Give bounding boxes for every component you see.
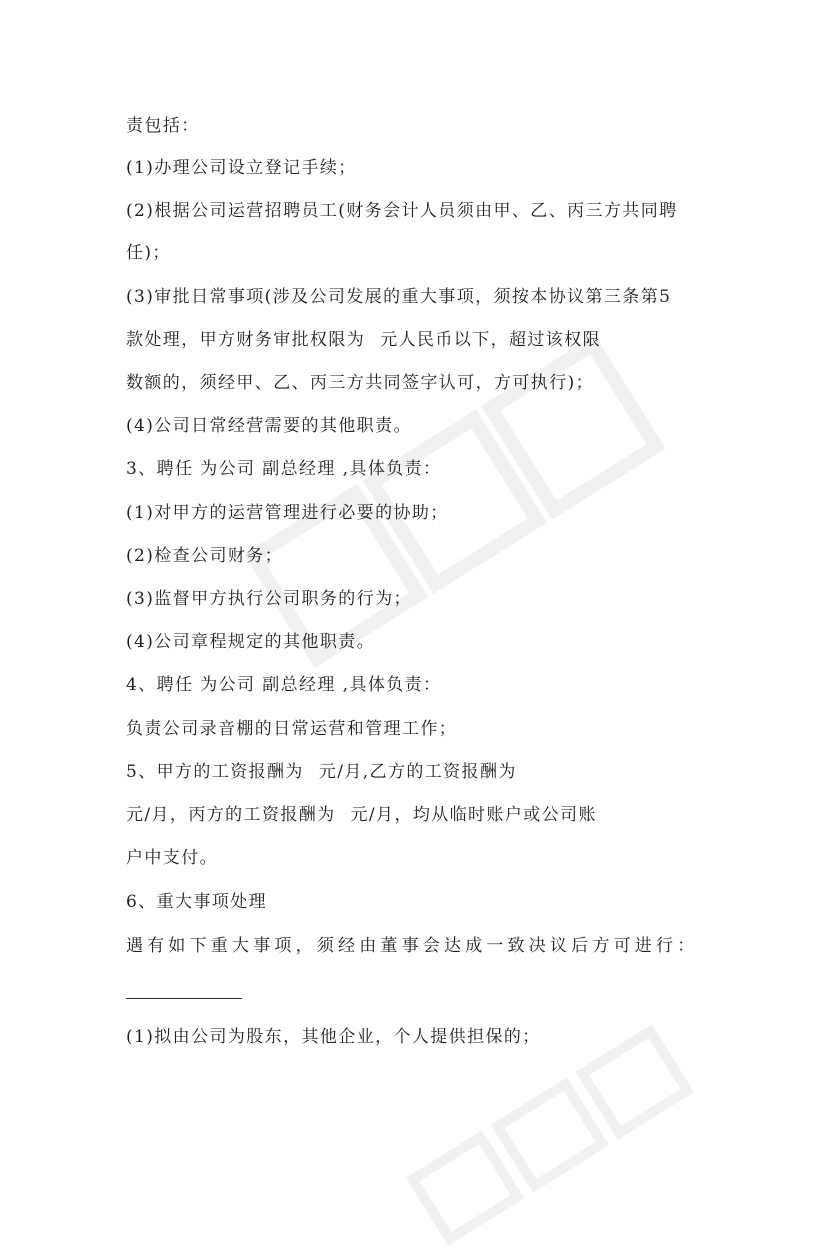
line-text: 5、甲方的工资报酬为 bbox=[126, 762, 304, 782]
line-text: (2)根据公司运营招聘员工(财务会计人员须由甲、乙、丙三方共同聘 bbox=[126, 201, 678, 221]
text-line bbox=[126, 371, 716, 395]
line-text: (3)监督甲方执行公司职务的行为； bbox=[126, 589, 412, 609]
line-text: 负责公司录音棚的日常运营和管理工作； bbox=[126, 719, 458, 739]
line-text: 4、聘任 为公司 副总经理 ,具体负责： bbox=[126, 675, 442, 695]
text-line bbox=[126, 673, 716, 697]
text-line bbox=[126, 199, 716, 223]
line-text: 遇有如下重大事项，须经由董事会达成一致决议后方可进行： bbox=[126, 936, 699, 956]
text-line bbox=[126, 457, 716, 481]
line-text: (1)拟由公司为股东，其他企业，个人提供担保的； bbox=[126, 1027, 541, 1047]
line-text: 户中支付。 bbox=[126, 848, 218, 868]
text-line bbox=[126, 156, 716, 180]
line-text: (2)检查公司财务； bbox=[126, 546, 284, 566]
text-line bbox=[126, 846, 716, 870]
line-text: 元/月，均从临时账户或公司账 bbox=[350, 805, 597, 825]
text-line bbox=[126, 114, 716, 138]
text-line bbox=[126, 241, 716, 265]
text-line bbox=[126, 587, 716, 611]
text-line bbox=[126, 890, 716, 914]
text-line bbox=[126, 1025, 716, 1049]
text-line bbox=[126, 717, 716, 741]
line-text: 元/月，丙方的工资报酬为 bbox=[126, 805, 336, 825]
line-text: 6、重大事项处理 bbox=[126, 892, 268, 912]
line-text: (4)公司日常经营需要的其他职责。 bbox=[126, 416, 412, 436]
text-line bbox=[126, 414, 716, 438]
line-text: (1)办理公司设立登记手续； bbox=[126, 158, 357, 178]
text-line bbox=[126, 501, 716, 525]
line-text: 3、聘任 为公司 副总经理 ,具体负责： bbox=[126, 459, 442, 479]
text-line bbox=[126, 544, 716, 568]
line-text: 数额的，须经甲、乙、丙三方共同签字认可，方可执行)； bbox=[126, 373, 595, 393]
line-text: 款处理，甲方财务审批权限为 bbox=[126, 330, 366, 350]
text-line bbox=[126, 934, 716, 958]
line-text: 任)； bbox=[126, 243, 171, 263]
line-text: 责包括： bbox=[126, 116, 200, 136]
line-text: 元人民币以下，超过该权限 bbox=[380, 330, 602, 350]
line-text: (3)审批日常事项(涉及公司发展的重大事项，须按本协议第三条第5 bbox=[126, 287, 672, 307]
text-line bbox=[126, 630, 716, 654]
watermark-graphic bbox=[399, 1017, 701, 1252]
text-line bbox=[126, 803, 716, 827]
line-text: (4)公司章程规定的其他职责。 bbox=[126, 632, 376, 652]
text-line bbox=[126, 285, 716, 309]
text-line bbox=[126, 760, 716, 784]
text-line bbox=[126, 328, 716, 352]
line-text: 元/月,乙方的工资报酬为 bbox=[318, 762, 517, 782]
fill-in-blank bbox=[126, 998, 242, 999]
line-text: (1)对甲方的运营管理进行必要的协助； bbox=[126, 503, 449, 523]
